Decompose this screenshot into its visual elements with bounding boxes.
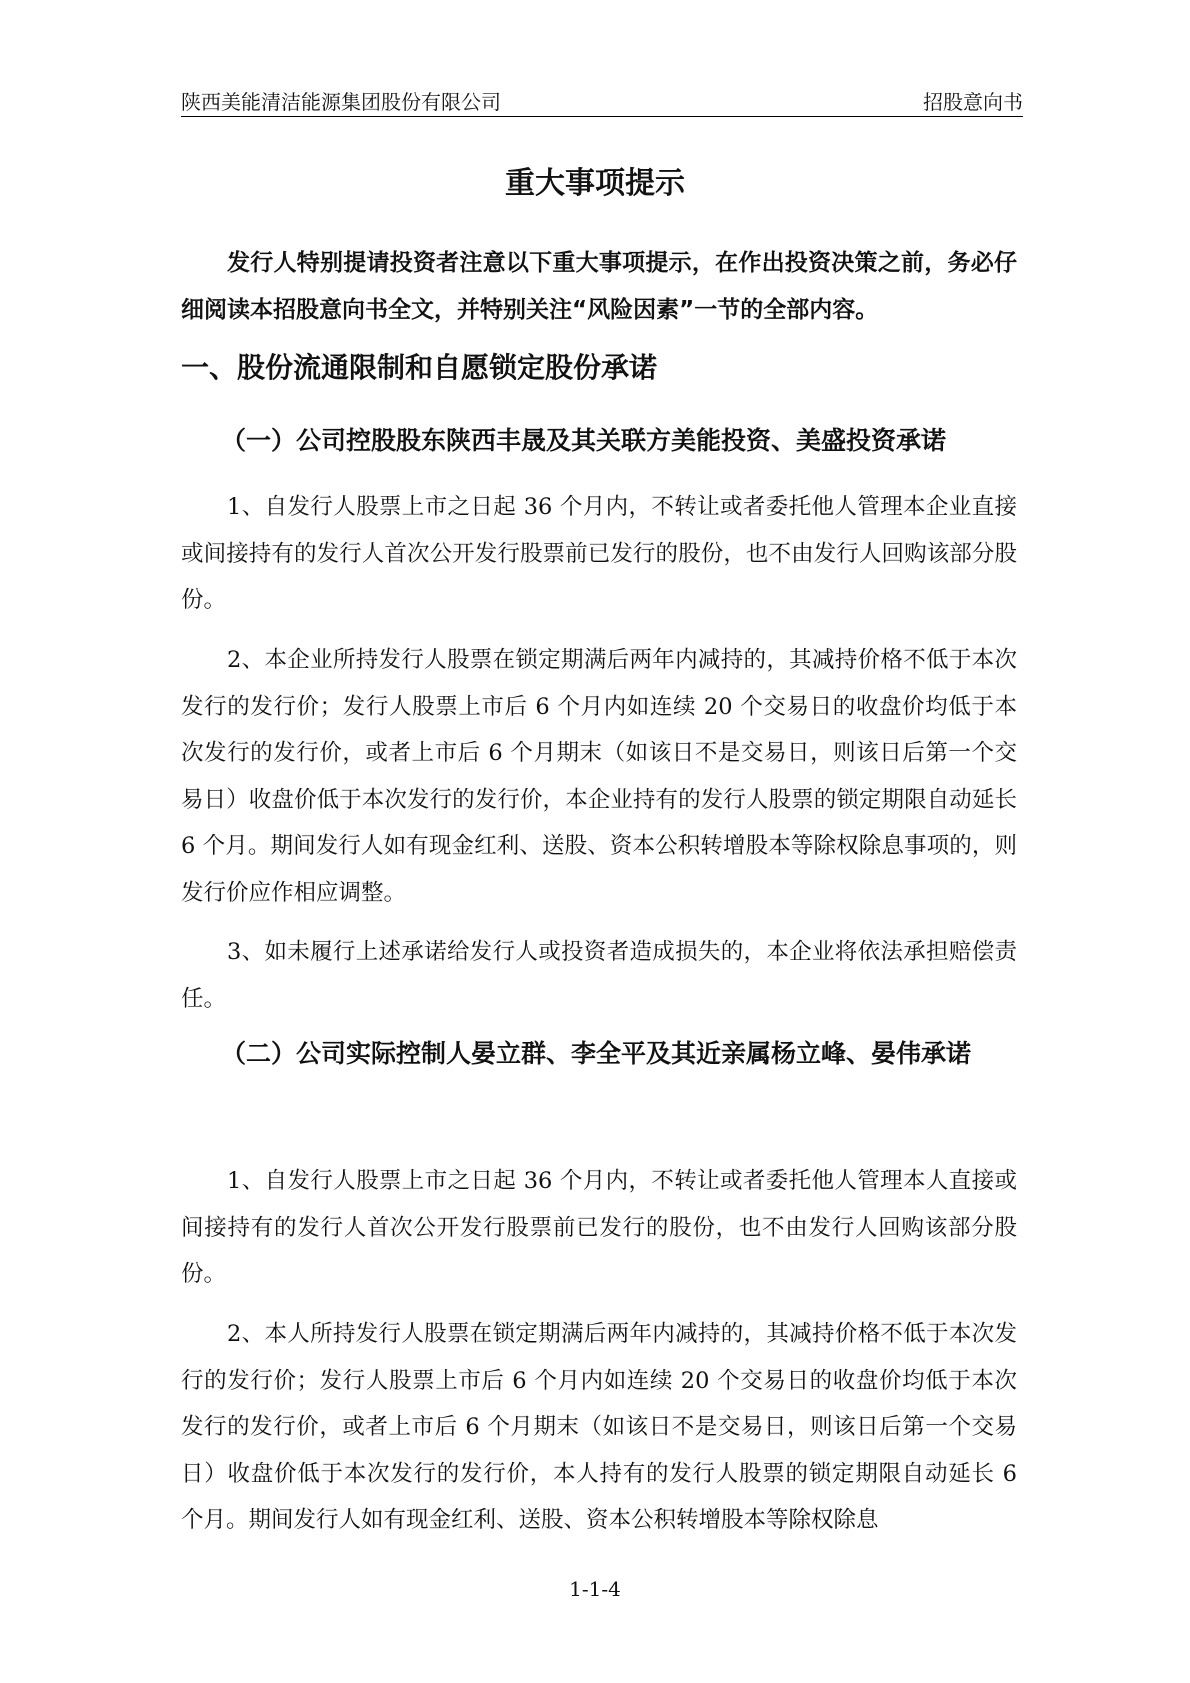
- page-title: 重大事项提示: [505, 166, 685, 201]
- paragraph: 3、如未履行上述承诺给发行人或投资者造成损失的，本企业将依法承担赔偿责任。: [181, 939, 1017, 1012]
- paragraph: 1、自发行人股票上市之日起 36 个月内，不转让或者委托他人管理本企业直接或间接持有的发行人首次公开发行股票前已发行的股份，也不由发行人回购该部分股份。: [181, 494, 1017, 613]
- paragraph: 2、本企业所持发行人股票在锁定期满后两年内减持的，其减持价格不低于本次发行的发行价；发行人股票上市后 6 个月内如连续 20 个交易日的收盘价均低于本次发行的发行价，或者上市后 6 个月期末（如该日不是交易日，则该日后第一个交易日）收盘价低于本次发行的发行价，本企业持有的发行人股票的锁定期限自动延长 6 个月。期间发行人如有现金红利、送股、资本公积转增股本等除权除息事项的，则发行价应作相应调整。: [181, 647, 1017, 906]
- section-heading: 一、股份流通限制和自愿锁定股份承诺: [181, 351, 658, 384]
- header-document-type: 招股意向书: [923, 90, 1023, 114]
- subsection-heading-1: （一）公司控股股东陕西丰晟及其关联方美能投资、美盛投资承诺: [221, 426, 947, 455]
- paragraph: 2、本人所持发行人股票在锁定期满后两年内减持的，其减持价格不低于本次发行的发行价；发行人股票上市后 6 个月内如连续 20 个交易日的收盘价均低于本次发行的发行价，或者上市后 6 个月期末（如该日不是交易日，则该日后第一个交易日）收盘价低于本次发行的发行价，本人持有的发行人股票的锁定期限自动延长 6 个月。期间发行人如有现金红利、送股、资本公积转增股本等除权除息: [181, 1321, 1017, 1533]
- important-notice: 发行人特别提请投资者注意以下重大事项提示，在作出投资决策之前，务必仔细阅读本招股意向书全文，并特别关注“风险因素”一节的全部内容。: [181, 250, 1017, 323]
- subsection-heading-2: （二）公司实际控制人晏立群、李全平及其近亲属杨立峰、晏伟承诺: [221, 1039, 972, 1068]
- page-number: 1-1-4: [569, 1577, 621, 1601]
- paragraph: 1、自发行人股票上市之日起 36 个月内，不转让或者委托他人管理本人直接或间接持有的发行人首次公开发行股票前已发行的股份，也不由发行人回购该部分股份。: [181, 1168, 1017, 1287]
- header-company-name: 陕西美能清洁能源集团股份有限公司: [181, 90, 501, 114]
- page-header: [181, 84, 1023, 117]
